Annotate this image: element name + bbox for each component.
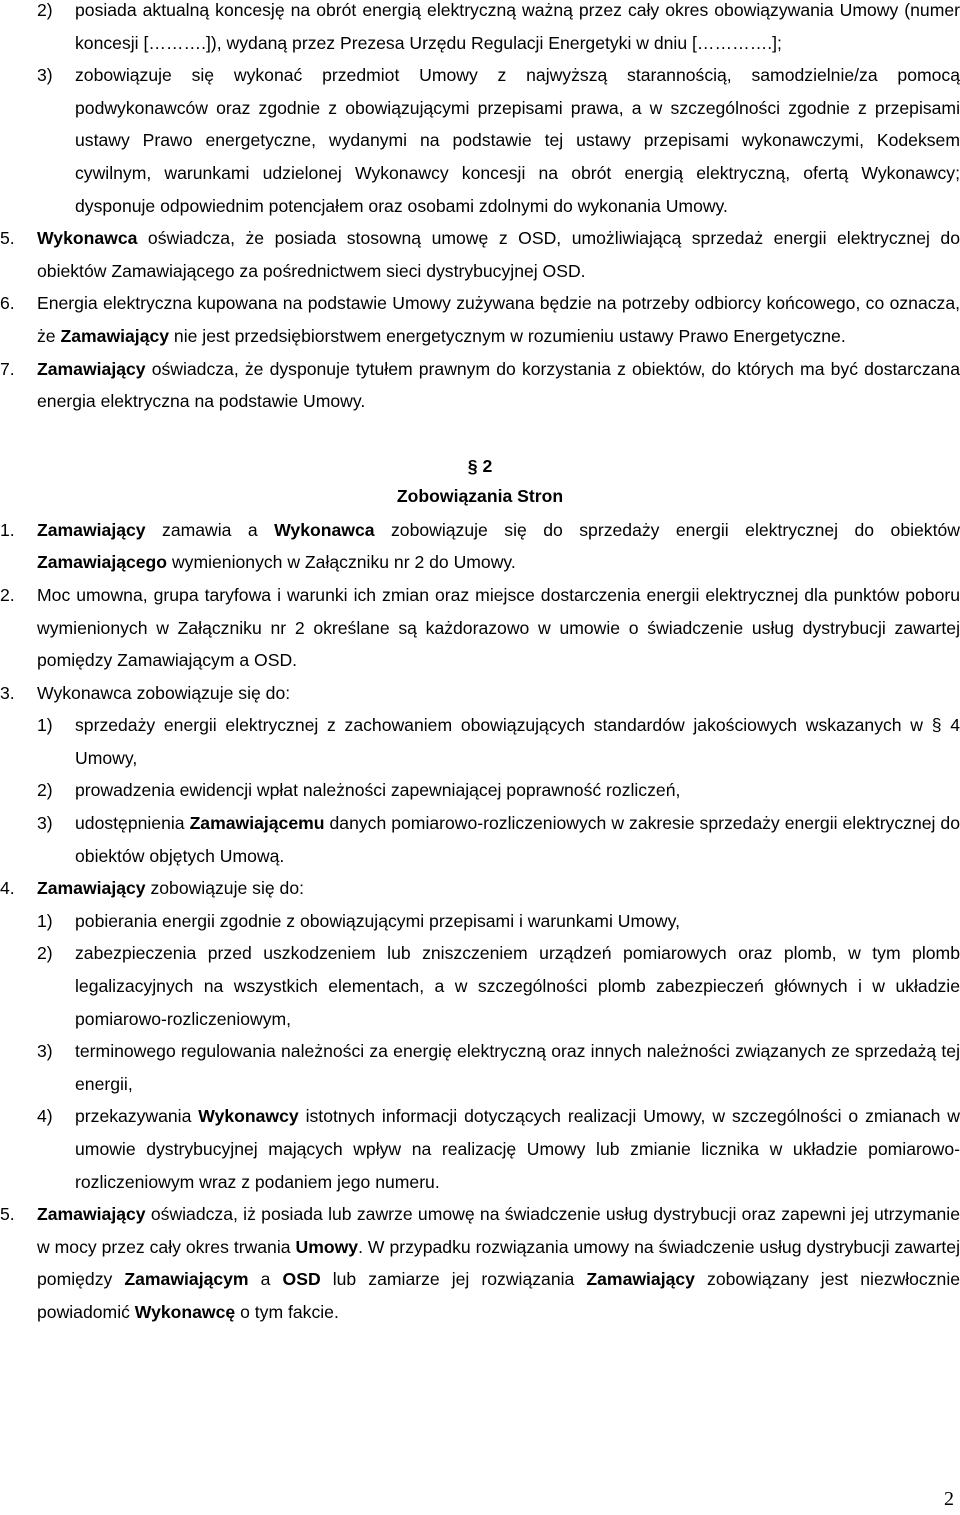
- clause-text: oświadcza, iż posiada lub zawrze umowę na świadczenie usług dystrybucji oraz zapewni jej utrzymanie w mocy przez cały okres trwania: [37, 1204, 960, 1257]
- item-number: 4): [37, 1106, 53, 1127]
- item-text: prowadzenia ewidencji wpłat należności zapewniającej poprawność rozliczeń,: [75, 780, 681, 801]
- bold-term: Umowy: [295, 1236, 359, 1257]
- bold-term: Zamawiającym: [124, 1269, 249, 1290]
- bold-term: Wykonawca: [274, 519, 375, 540]
- clause-3: [0, 677, 960, 710]
- clause-text: zobowiązuje się do sprzedaży energii elektrycznej do obiektów: [374, 519, 960, 540]
- bold-term: Zamawiającemu: [189, 813, 325, 834]
- paragraph-number: 5.: [0, 228, 15, 249]
- clause-text: zobowiązuje się do:: [145, 878, 305, 899]
- paragraph-text: oświadcza, że dysponuje tytułem prawnym do korzystania z obiektów, do których ma być dostarczana energia elektryczna na podstawie Umowy.: [37, 358, 960, 412]
- bold-term: Zamawiającego: [37, 552, 168, 573]
- clause-text: Moc umowna, grupa taryfowa i warunki ich zmian oraz miejsce dostarczenia energii elektrycznej dla punktów poboru wymienionych w Załączniku nr 2 określane są każdorazowo w umowie o świadczenie usług dystrybucji zawartej pomiędzy Zamawiającym a OSD.: [37, 584, 960, 671]
- bold-term: Wykonawcę: [134, 1301, 236, 1322]
- paragraph-5: [0, 222, 960, 287]
- item-number: 2): [37, 0, 53, 20]
- clause-number: 1.: [0, 519, 15, 540]
- list-item: [0, 1100, 960, 1198]
- item-text: udostępnienia: [75, 813, 190, 834]
- bold-term: OSD: [282, 1269, 321, 1290]
- clause-text: zobowiązany jest niezwłocznie powiadomić: [37, 1269, 960, 1322]
- clause-5: [0, 1198, 960, 1328]
- clause-text: lub zamiarze jej rozwiązania: [320, 1269, 587, 1290]
- bold-term: Zamawiający: [37, 358, 146, 379]
- paragraph-text: oświadcza, że posiada stosowną umowę z OSD, umożliwiającą sprzedaż energii elektrycznej do obiektów Zamawiającego za pośrednictwem sieci dystrybucyjnej OSD.: [37, 228, 960, 281]
- item-number: 3): [37, 65, 53, 86]
- item-text: sprzedaży energii elektrycznej z zachowaniem obowiązujących standardów jakościowych wskazanych w § 4 Umowy,: [75, 715, 960, 768]
- paragraph-6: [0, 287, 960, 352]
- section-number: § 2: [467, 455, 493, 476]
- paragraph-number: 6.: [0, 293, 15, 314]
- clause-text: o tym fakcie.: [235, 1301, 339, 1322]
- clause-1: [0, 514, 960, 579]
- paragraph-7: [0, 353, 960, 418]
- bold-term: Zamawiający: [586, 1269, 695, 1290]
- list-item: [0, 807, 960, 872]
- clause-number: 5.: [0, 1204, 15, 1225]
- bold-term: Zamawiający: [37, 878, 146, 899]
- list-item: [0, 0, 960, 59]
- item-number: 1): [37, 910, 53, 931]
- clause-number: 4.: [0, 878, 15, 899]
- item-number: 1): [37, 715, 53, 736]
- section-title: Zobowiązania Stron: [396, 485, 564, 506]
- item-text: istotnych informacji dotyczących realizacji Umowy, w szczególności o zmianach w umowie dystrybucyjnej mających wpływ na realizację Umowy lub zmianie licznika w układzie pomiarowo-rozliczeniowym wraz z podaniem jego numeru.: [75, 1106, 960, 1192]
- paragraph-text: nie jest przedsiębiorstwem energetycznym w rozumieniu ustawy Prawo Energetyczne.: [169, 325, 846, 346]
- bold-term: Wykonawca: [37, 228, 138, 249]
- item-text: przekazywania: [75, 1106, 199, 1127]
- item-text: zabezpieczenia przed uszkodzeniem lub zniszczeniem urządzeń pomiarowych oraz plomb, w tym plomb legalizacyjnych na wszystkich elementach, a w szczególności plomb zabezpieczeń głównych i w układzie pomiarowo-rozliczeniowym,: [75, 943, 960, 1029]
- item-text: posiada aktualną koncesję na obrót energią elektryczną ważną przez cały okres obowiązywania Umowy (numer koncesji [……….]), wydaną przez Prezesa Urzędu Regulacji Energetyki w dniu [………….];: [75, 0, 960, 53]
- item-text: danych pomiarowo-rozliczeniowych w zakresie sprzedaży energii elektrycznej do obiektów objętych Umową.: [75, 813, 960, 866]
- clause-text: a: [248, 1269, 283, 1290]
- item-number: 2): [37, 780, 53, 801]
- clause-number: 3.: [0, 682, 15, 703]
- bold-term: Zamawiający: [37, 519, 146, 540]
- item-text: pobierania energii zgodnie z obowiązującymi przepisami i warunkami Umowy,: [75, 910, 680, 931]
- page-number: 2: [944, 1488, 954, 1510]
- list-item: [0, 1035, 960, 1100]
- clause-text: Wykonawca zobowiązuje się do:: [37, 682, 291, 703]
- item-number: 3): [37, 813, 53, 834]
- bold-term: Zamawiający: [37, 1204, 146, 1225]
- clause-number: 2.: [0, 584, 15, 605]
- list-item: [0, 937, 960, 1035]
- item-number: 3): [37, 1041, 53, 1062]
- list-item: [0, 59, 960, 222]
- clause-2: [0, 579, 960, 677]
- clause-4: [0, 872, 960, 905]
- clause-text: zamawia a: [145, 519, 275, 540]
- clause-text: wymienionych w Załączniku nr 2 do Umowy.: [167, 552, 516, 573]
- item-text: terminowego regulowania należności za energię elektryczną oraz innych należności związanych ze sprzedażą tej energii,: [75, 1041, 960, 1094]
- list-item: [0, 905, 960, 938]
- list-item: [0, 709, 960, 774]
- item-number: 2): [37, 943, 53, 964]
- bold-term: Wykonawcy: [198, 1106, 299, 1127]
- item-text: zobowiązuje się wykonać przedmiot Umowy z najwyższą starannością, samodzielnie/za pomocą podwykonawców oraz zgodnie z obowiązującymi przepisami prawa, a w szczególności zgodnie z przepisami ustawy Prawo energetyczne, wydanymi na podstawie tej ustawy przepisami wykonawczymi, Kodeksem cywilnym, warunkami udzielonej Wykonawcy koncesji na obrót energią elektryczną, ofertą Wykonawcy; dysponuje odpowiednim potencjałem oraz osobami zdolnymi do wykonania Umowy.: [75, 65, 960, 216]
- bold-term: Zamawiający: [60, 325, 170, 346]
- paragraph-number: 7.: [0, 358, 15, 379]
- paragraph-text: Energia elektryczna kupowana na podstawie Umowy zużywana będzie na potrzeby odbiorcy końcowego, co oznacza, że: [37, 293, 960, 346]
- list-item: [0, 774, 960, 807]
- clause-text: . W przypadku rozwiązania umowy na świadczenie usług dystrybucji zawartej pomiędzy: [37, 1236, 960, 1290]
